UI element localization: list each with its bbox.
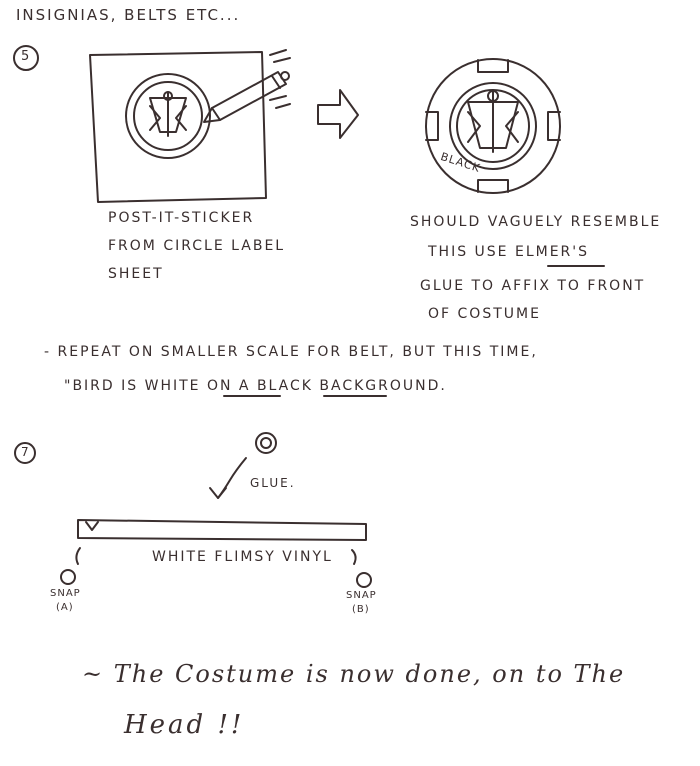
- step-7-number: 7: [21, 445, 29, 459]
- closing-line-1: ~ The Costume is now done, on to The: [82, 660, 626, 688]
- resemble-caption-line-4: OF COSTUME: [428, 306, 541, 322]
- note-line-2e: BACKGROUND.: [312, 378, 447, 394]
- snap-a-letter: (A): [56, 602, 74, 613]
- snap-b-letter: (B): [352, 604, 370, 615]
- small-badge: [256, 433, 276, 453]
- note-white-word: WHITE: [144, 378, 201, 394]
- snap-a-label: SNAP: [50, 588, 81, 599]
- closing-line-2: Head !!: [124, 710, 245, 740]
- note-line-1: - REPEAT ON SMALLER SCALE FOR BELT, BUT THIS TIME,: [44, 344, 538, 360]
- badge-label: BLACK: [438, 149, 483, 176]
- pencil-drawing: [204, 50, 290, 122]
- snap-b-circle: [357, 573, 371, 587]
- note-black-word: BLACK: [256, 378, 313, 394]
- sticker-caption-line-3: SHEET: [108, 266, 164, 282]
- bird-emblem-small: [150, 92, 186, 136]
- resemble-caption-line-2: [428, 244, 589, 260]
- resemble-caption-line-1: SHOULD VAGUELY RESEMBLE: [410, 214, 662, 230]
- page-title: INSIGNIAS, BELTS ETC...: [16, 6, 241, 24]
- resemble-caption-line-2a: THIS USE: [428, 244, 515, 260]
- elmers-glue-text: ELMER'S: [514, 244, 590, 260]
- glue-label: GLUE.: [250, 476, 296, 490]
- bird-emblem-large: [468, 91, 518, 152]
- snap-b-label: SNAP: [346, 590, 377, 601]
- belt-strip: [78, 520, 366, 540]
- sticker-caption-line-2: FROM CIRCLE LABEL: [108, 238, 286, 254]
- note-line-2a: "BIRD IS: [64, 378, 145, 394]
- resemble-caption-line-3: GLUE TO AFFIX TO FRONT: [420, 278, 646, 294]
- sticker-caption-line-1: POST-IT-STICKER: [108, 210, 255, 226]
- step-5-number: 5: [21, 49, 30, 64]
- belt-label: WHITE FLIMSY VINYL: [152, 549, 333, 565]
- right-arrow: [318, 90, 358, 138]
- note-line-2c: ON A: [200, 378, 257, 394]
- note-line-2: [64, 378, 447, 394]
- snap-a-circle: [61, 570, 75, 584]
